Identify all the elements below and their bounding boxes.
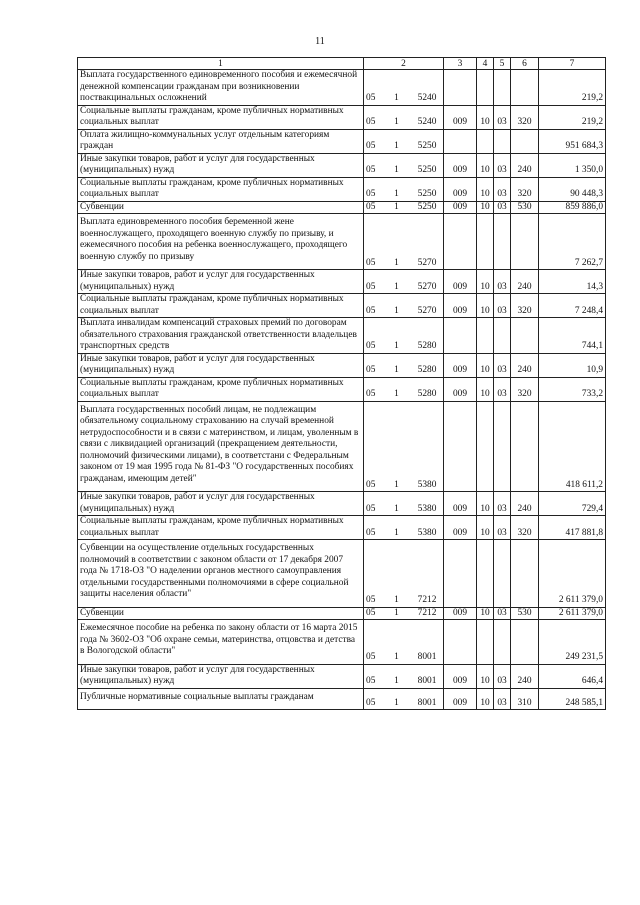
row-amount: 2 611 379,0 — [539, 607, 606, 620]
row-code-expense-type: 240 — [511, 270, 539, 294]
row-code-expense-type: 320 — [511, 516, 539, 540]
row-code-subsection — [494, 620, 511, 665]
row-code-section2 — [477, 401, 494, 492]
row-code-expense-type — [511, 214, 539, 270]
row-code-section2 — [477, 540, 494, 608]
row-code-sub: 1 — [394, 117, 399, 127]
row-code-expense-type: 320 — [511, 377, 539, 401]
row-name: Публичные нормативные социальные выплаты гражданам — [78, 688, 364, 710]
row-code-group — [364, 318, 444, 354]
row-code-expense-type: 240 — [511, 353, 539, 377]
table-row — [78, 353, 606, 377]
row-code-section: 05 — [366, 527, 376, 538]
row-name: Социальные выплаты гражданам, кроме публичных нормативных социальных выплат — [78, 377, 364, 401]
row-code-group — [364, 177, 444, 201]
row-amount: 90 448,3 — [539, 177, 606, 201]
row-code-sub: 1 — [394, 281, 399, 292]
row-code-ministry — [444, 129, 477, 153]
row-code-ministry — [444, 214, 477, 270]
row-code-subsection: 03 — [494, 516, 511, 540]
row-name: Выплата единовременного пособия беременной жене военнослужащего, проходящего военную службу по призыву, и ежемесячного пособия на ребенка военнослужащего, проходящего военную службу по призыву — [78, 214, 364, 270]
row-code-article: 5240 — [417, 117, 437, 127]
row-name: Иные закупки товаров, работ и услуг для государственных (муниципальных) нужд — [78, 270, 364, 294]
row-code-subsection: 03 — [494, 688, 511, 710]
row-code-expense-type: 320 — [511, 177, 539, 201]
row-name: Ежемесячное пособие на ребенка по закону области от 16 марта 2015 года № 3602-ОЗ "Об охране семьи, материнства, отцовства и детства в Вологодской области" — [78, 620, 364, 665]
row-code-ministry — [444, 401, 477, 492]
row-amount: 10,9 — [539, 353, 606, 377]
row-code-sub: 1 — [394, 652, 399, 662]
row-code-subsection: 03 — [494, 153, 511, 177]
row-code-section2: 10 — [477, 294, 494, 318]
row-name: Оплата жилищно-коммунальных услуг отдельным категориям граждан — [78, 129, 364, 153]
row-code-ministry — [444, 70, 477, 106]
row-code-article: 5380 — [417, 479, 437, 490]
row-code-sub: 1 — [394, 503, 399, 514]
table-row — [78, 377, 606, 401]
row-amount: 859 886,0 — [539, 201, 606, 214]
table-row — [78, 270, 606, 294]
table-row — [78, 492, 606, 516]
row-code-group — [364, 540, 444, 608]
table-row — [78, 153, 606, 177]
row-code-sub: 1 — [394, 305, 399, 316]
row-code-sub: 1 — [394, 341, 399, 351]
row-code-article: 5280 — [417, 389, 437, 399]
row-name: Субвенции — [78, 607, 364, 620]
row-code-section2 — [477, 129, 494, 153]
row-code-section: 05 — [366, 281, 376, 292]
table-row — [78, 105, 606, 129]
table-header-row — [78, 58, 606, 70]
row-code-subsection: 03 — [494, 377, 511, 401]
row-amount: 219,2 — [539, 70, 606, 106]
row-amount: 248 585,1 — [539, 688, 606, 710]
row-code-ministry: 009 — [444, 270, 477, 294]
row-code-expense-type — [511, 129, 539, 153]
row-code-expense-type: 240 — [511, 664, 539, 688]
row-code-subsection — [494, 540, 511, 608]
row-code-expense-type: 320 — [511, 294, 539, 318]
row-code-sub: 1 — [394, 93, 399, 103]
row-name: Социальные выплаты гражданам, кроме публичных нормативных социальных выплат — [78, 516, 364, 540]
row-code-group — [364, 129, 444, 153]
row-code-ministry: 009 — [444, 688, 477, 710]
row-code-section: 05 — [366, 697, 376, 708]
row-code-group — [364, 620, 444, 665]
row-code-sub: 1 — [394, 676, 399, 686]
row-code-subsection: 03 — [494, 294, 511, 318]
row-amount: 1 350,0 — [539, 153, 606, 177]
row-code-section2 — [477, 620, 494, 665]
row-code-article: 5250 — [417, 141, 437, 151]
row-code-section2: 10 — [477, 177, 494, 201]
row-name: Выплата инвалидам компенсаций страховых премий по договорам обязательного страхования гражданской ответственности владельцев транспортных средств — [78, 318, 364, 354]
row-code-ministry: 009 — [444, 105, 477, 129]
table-row — [78, 201, 606, 214]
row-code-sub: 1 — [394, 479, 399, 490]
row-code-ministry: 009 — [444, 664, 477, 688]
row-code-subsection: 03 — [494, 607, 511, 620]
row-code-group — [364, 153, 444, 177]
row-code-ministry: 009 — [444, 177, 477, 201]
row-code-ministry: 009 — [444, 607, 477, 620]
row-code-expense-type — [511, 401, 539, 492]
row-code-section: 05 — [366, 189, 376, 199]
table-row — [78, 318, 606, 354]
row-amount: 249 231,5 — [539, 620, 606, 665]
row-name: Социальные выплаты гражданам, кроме публичных нормативных социальных выплат — [78, 105, 364, 129]
row-code-sub: 1 — [394, 595, 399, 605]
row-code-article: 5250 — [417, 201, 437, 212]
row-code-ministry — [444, 540, 477, 608]
row-code-section: 05 — [366, 305, 376, 316]
row-code-group — [364, 607, 444, 620]
row-code-subsection: 03 — [494, 492, 511, 516]
row-code-section: 05 — [366, 341, 376, 351]
row-code-article: 5250 — [417, 189, 437, 199]
row-code-sub: 1 — [394, 141, 399, 151]
row-code-article: 5380 — [417, 527, 437, 538]
row-code-article: 8001 — [417, 676, 437, 686]
row-code-expense-type: 240 — [511, 153, 539, 177]
row-name: Иные закупки товаров, работ и услуг для государственных (муниципальных) нужд — [78, 153, 364, 177]
row-code-ministry: 009 — [444, 492, 477, 516]
row-code-article: 8001 — [417, 697, 437, 708]
row-code-section: 05 — [366, 503, 376, 514]
row-code-ministry: 009 — [444, 516, 477, 540]
row-code-expense-type: 310 — [511, 688, 539, 710]
table-row — [78, 620, 606, 665]
row-code-subsection: 03 — [494, 664, 511, 688]
row-amount: 14,3 — [539, 270, 606, 294]
row-code-section2: 10 — [477, 688, 494, 710]
row-code-section: 05 — [366, 257, 376, 268]
table-row — [78, 214, 606, 270]
row-code-group — [364, 664, 444, 688]
row-code-group — [364, 688, 444, 710]
table-row — [78, 607, 606, 620]
row-code-article: 5270 — [417, 305, 437, 316]
row-code-section2: 10 — [477, 270, 494, 294]
row-name: Иные закупки товаров, работ и услуг для государственных (муниципальных) нужд — [78, 492, 364, 516]
row-code-sub: 1 — [394, 527, 399, 538]
row-code-expense-type: 240 — [511, 492, 539, 516]
row-code-article: 5270 — [417, 281, 437, 292]
row-code-group — [364, 214, 444, 270]
row-code-group — [364, 516, 444, 540]
row-code-section: 05 — [366, 389, 376, 399]
row-code-section: 05 — [366, 93, 376, 103]
row-code-expense-type — [511, 620, 539, 665]
row-code-article: 7212 — [417, 607, 437, 618]
row-code-sub: 1 — [394, 365, 399, 375]
row-code-subsection — [494, 318, 511, 354]
table-row — [78, 401, 606, 492]
row-code-group — [364, 270, 444, 294]
row-amount: 646,4 — [539, 664, 606, 688]
header-col-2: 2 — [364, 58, 444, 70]
row-code-article: 5280 — [417, 341, 437, 351]
row-code-section: 05 — [366, 607, 376, 618]
row-code-section: 05 — [366, 165, 376, 175]
row-amount: 733,2 — [539, 377, 606, 401]
row-code-section2 — [477, 70, 494, 106]
row-code-article: 5250 — [417, 165, 437, 175]
row-code-expense-type: 320 — [511, 105, 539, 129]
row-code-ministry: 009 — [444, 201, 477, 214]
row-code-section: 05 — [366, 479, 376, 490]
row-code-section2 — [477, 214, 494, 270]
row-code-section2: 10 — [477, 153, 494, 177]
row-name: Субвенции на осуществление отдельных государственных полномочий в соответствии с законом области от 17 декабря 2007 года № 1718-ОЗ "О наделении органов местного самоуправления отдельными государственными полномочиями в сфере социальной защиты населения области" — [78, 540, 364, 608]
row-code-ministry — [444, 318, 477, 354]
row-code-section: 05 — [366, 365, 376, 375]
row-code-sub: 1 — [394, 201, 399, 212]
row-amount: 418 611,2 — [539, 401, 606, 492]
row-code-ministry: 009 — [444, 294, 477, 318]
table-row — [78, 688, 606, 710]
row-code-section: 05 — [366, 676, 376, 686]
table-row — [78, 129, 606, 153]
row-code-article: 5380 — [417, 503, 437, 514]
row-code-expense-type — [511, 540, 539, 608]
row-code-section2: 10 — [477, 353, 494, 377]
row-code-sub: 1 — [394, 257, 399, 268]
row-code-group — [364, 492, 444, 516]
row-amount: 2 611 379,0 — [539, 540, 606, 608]
row-code-ministry — [444, 620, 477, 665]
row-code-section2 — [477, 318, 494, 354]
row-code-section2: 10 — [477, 607, 494, 620]
row-code-section2: 10 — [477, 516, 494, 540]
header-col-5: 5 — [494, 58, 511, 70]
row-code-subsection — [494, 129, 511, 153]
table-row — [78, 664, 606, 688]
table-row — [78, 70, 606, 106]
row-code-article: 7212 — [417, 595, 437, 605]
header-col-3: 3 — [444, 58, 477, 70]
row-code-expense-type: 530 — [511, 201, 539, 214]
row-amount: 417 881,8 — [539, 516, 606, 540]
row-code-subsection: 03 — [494, 177, 511, 201]
row-name: Иные закупки товаров, работ и услуг для государственных (муниципальных) нужд — [78, 664, 364, 688]
table-row — [78, 177, 606, 201]
row-amount: 7 262,7 — [539, 214, 606, 270]
row-code-group — [364, 70, 444, 106]
row-code-ministry: 009 — [444, 353, 477, 377]
row-code-expense-type — [511, 70, 539, 106]
row-name: Социальные выплаты гражданам, кроме публичных нормативных социальных выплат — [78, 177, 364, 201]
row-code-expense-type — [511, 318, 539, 354]
header-col-4: 4 — [477, 58, 494, 70]
row-code-sub: 1 — [394, 165, 399, 175]
header-col-1: 1 — [78, 58, 364, 70]
row-amount: 219,2 — [539, 105, 606, 129]
row-code-sub: 1 — [394, 389, 399, 399]
row-code-sub: 1 — [394, 697, 399, 708]
budget-table — [77, 57, 606, 710]
row-code-section2: 10 — [477, 105, 494, 129]
row-amount: 7 248,4 — [539, 294, 606, 318]
row-name: Социальные выплаты гражданам, кроме публичных нормативных социальных выплат — [78, 294, 364, 318]
row-code-section: 05 — [366, 117, 376, 127]
row-code-group — [364, 377, 444, 401]
row-code-group — [364, 201, 444, 214]
table-row — [78, 540, 606, 608]
row-code-section: 05 — [366, 141, 376, 151]
row-amount: 951 684,3 — [539, 129, 606, 153]
row-code-ministry: 009 — [444, 377, 477, 401]
table-row — [78, 294, 606, 318]
page-number: 11 — [315, 36, 325, 47]
row-amount: 729,4 — [539, 492, 606, 516]
row-code-article: 8001 — [417, 652, 437, 662]
row-code-section: 05 — [366, 652, 376, 662]
row-code-subsection: 03 — [494, 201, 511, 214]
row-code-article: 5240 — [417, 93, 437, 103]
row-code-sub: 1 — [394, 189, 399, 199]
row-name: Иные закупки товаров, работ и услуг для государственных (муниципальных) нужд — [78, 353, 364, 377]
row-code-section2: 10 — [477, 377, 494, 401]
row-code-section2: 10 — [477, 492, 494, 516]
row-code-section2: 10 — [477, 201, 494, 214]
row-code-ministry: 009 — [444, 153, 477, 177]
row-code-article: 5270 — [417, 257, 437, 268]
table-row — [78, 516, 606, 540]
row-code-subsection — [494, 70, 511, 106]
row-code-section2: 10 — [477, 664, 494, 688]
row-code-group — [364, 105, 444, 129]
row-code-subsection — [494, 214, 511, 270]
row-code-expense-type: 530 — [511, 607, 539, 620]
row-code-subsection: 03 — [494, 270, 511, 294]
row-code-subsection — [494, 401, 511, 492]
row-code-subsection: 03 — [494, 353, 511, 377]
row-name: Субвенции — [78, 201, 364, 214]
row-amount: 744,1 — [539, 318, 606, 354]
row-name: Выплата государственных пособий лицам, не подлежащим обязательному социальному страхованию на случай временной нетрудоспособности и в связи с материнством, и лицам, уволенным в связи с ликвидацией организаций (прекращением деятельности, полномочий физическими лицами), в соответстани с Федеральным законом от 19 мая 1995 года № 81-ФЗ "О государственных пособиях гражданам, имеющим детей" — [78, 401, 364, 492]
row-code-group — [364, 353, 444, 377]
row-code-article: 5280 — [417, 365, 437, 375]
row-code-section: 05 — [366, 595, 376, 605]
row-code-sub: 1 — [394, 607, 399, 618]
row-code-section: 05 — [366, 201, 376, 212]
row-code-subsection: 03 — [494, 105, 511, 129]
header-col-6: 6 — [511, 58, 539, 70]
row-code-group — [364, 401, 444, 492]
header-col-7: 7 — [539, 58, 606, 70]
row-code-group — [364, 294, 444, 318]
row-name: Выплата государственного единовременного пособия и ежемесячной денежной компенсации гражданам при возникновении поствакцинальных осложнений — [78, 70, 364, 106]
